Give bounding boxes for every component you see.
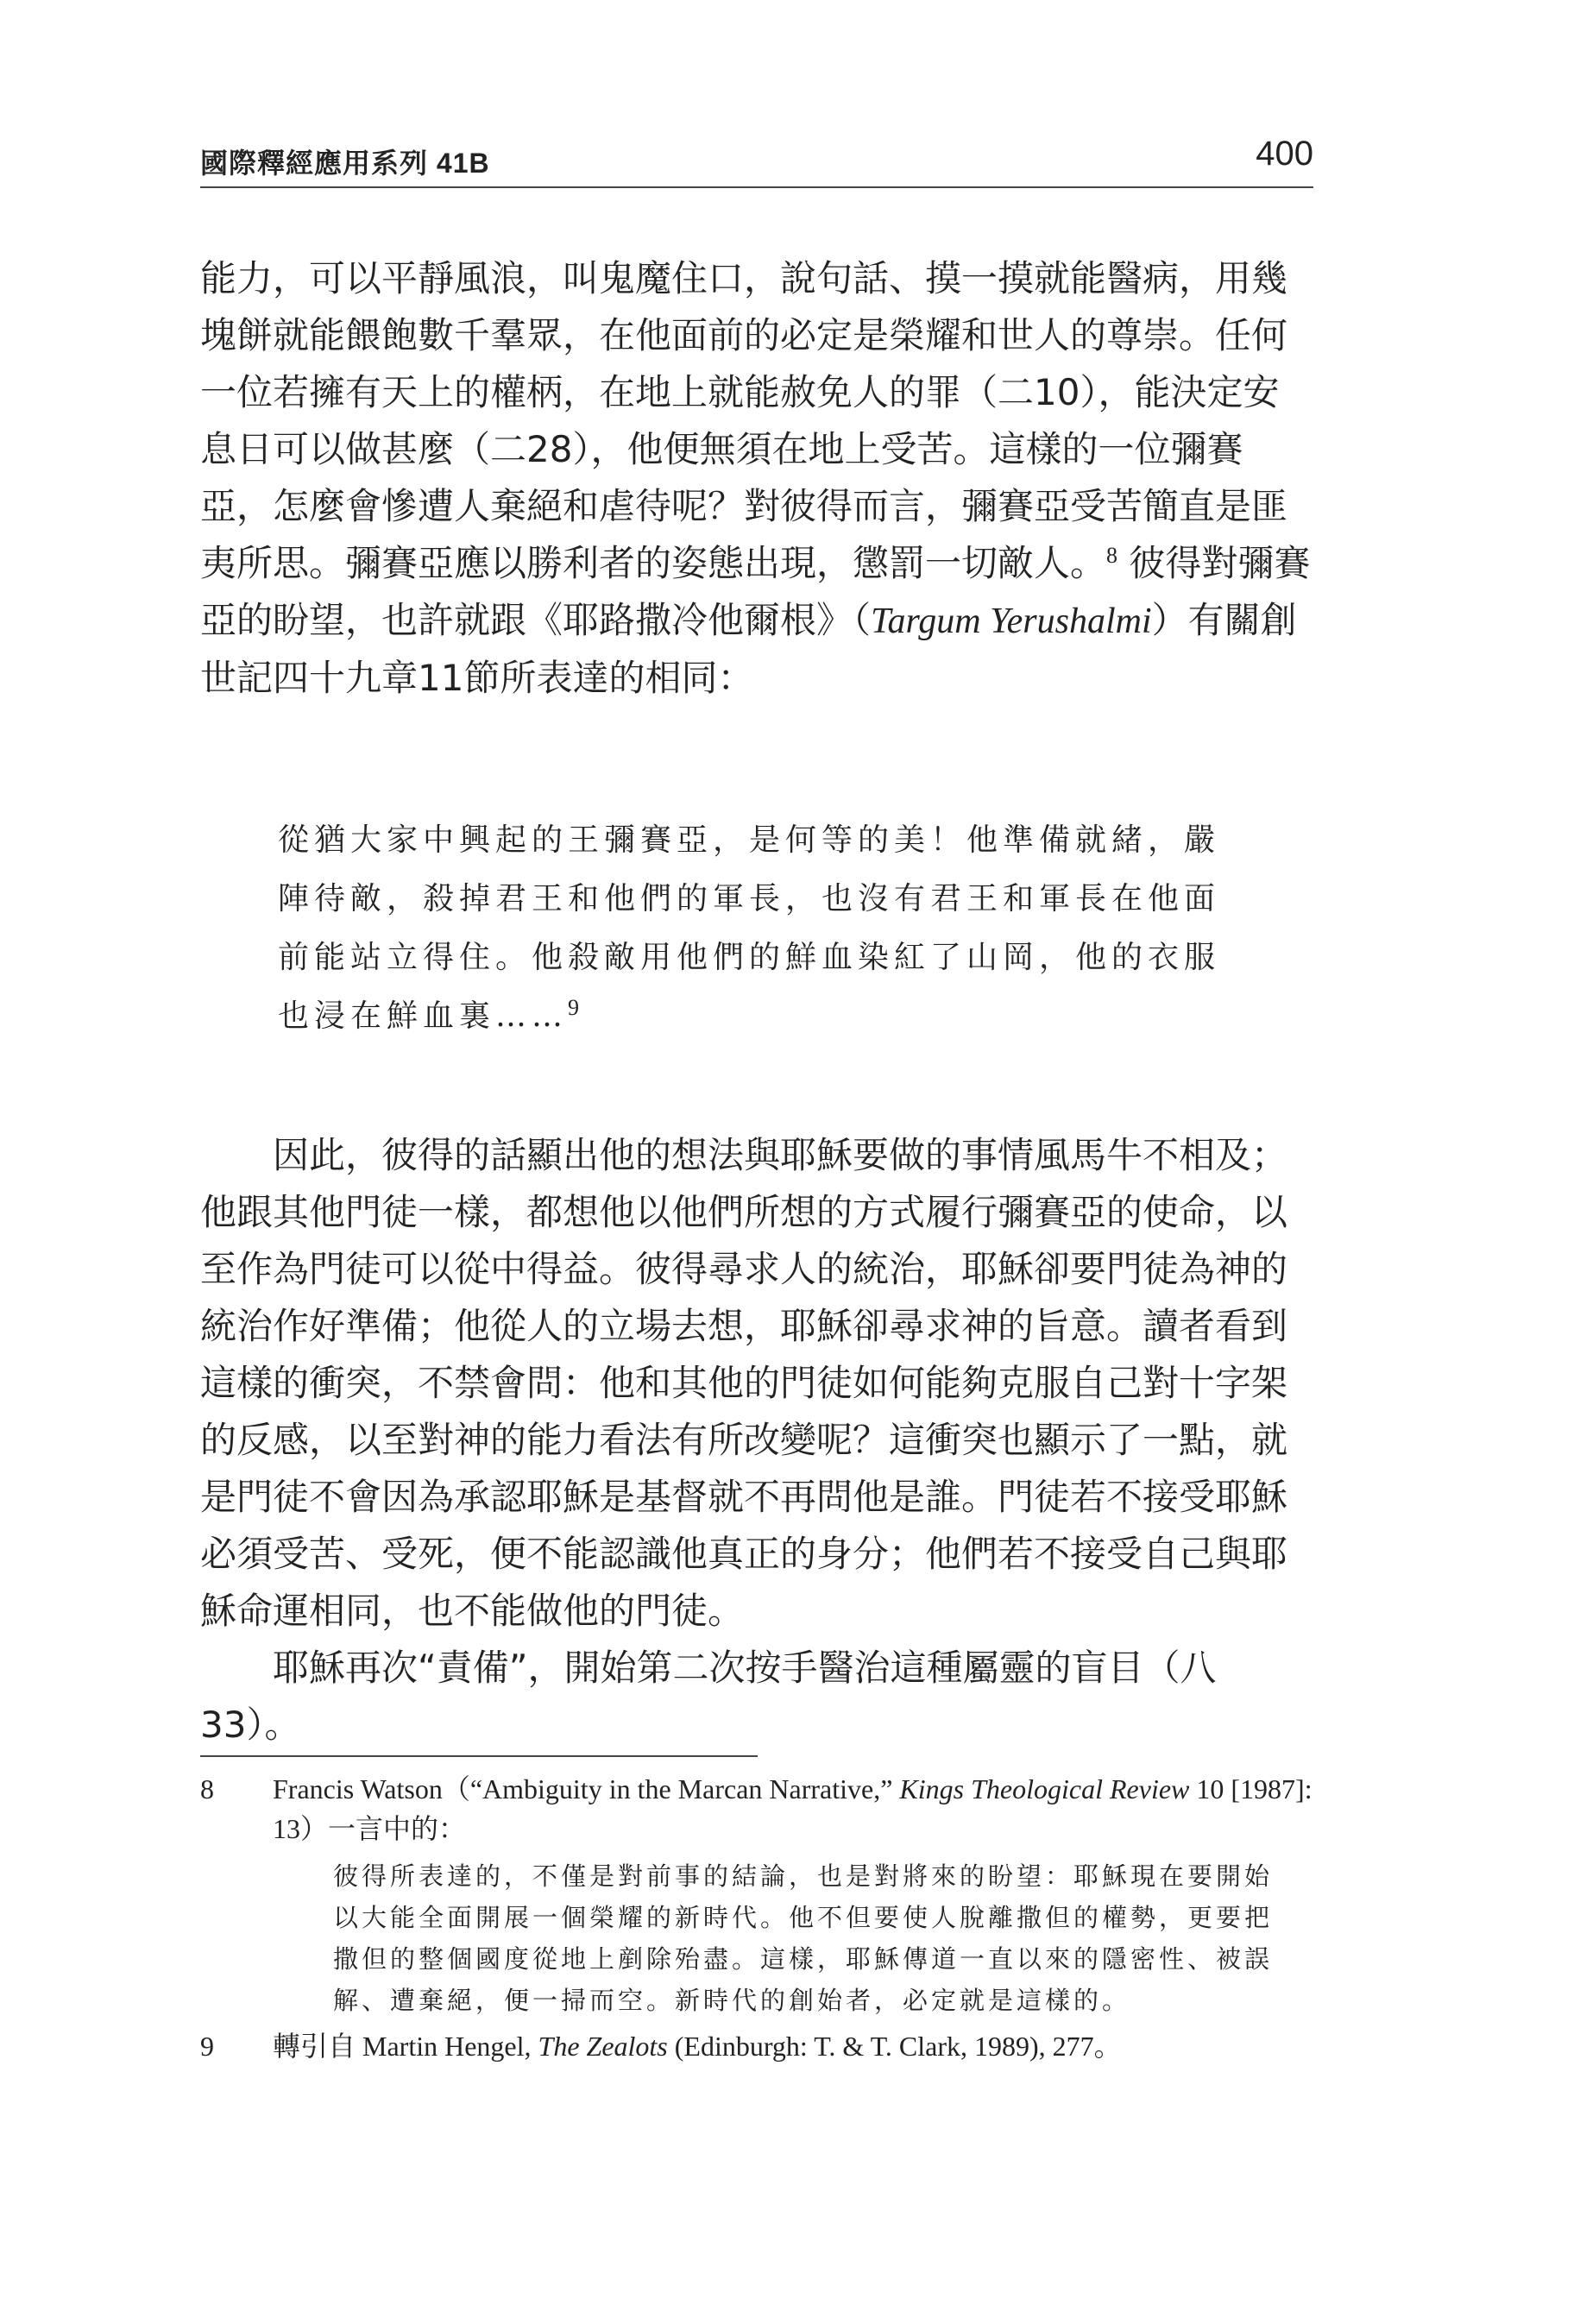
footnote-text: 轉引自 Martin Hengel, <box>273 2031 538 2062</box>
targum-title: Targum Yerushalmi <box>871 601 1152 641</box>
footnote-text: (Edinburgh: T. & T. Clark, 1989), 277。 <box>667 2031 1122 2062</box>
journal-title: Kings Theological Review <box>899 1773 1190 1804</box>
footnotes <box>200 1769 1313 2071</box>
paragraph-text: 能力，可以平靜風浪，叫鬼魔住口，說句話、摸一摸就能醫病，用幾塊餅就能餵飽數千羣眾，在他面前的必定是榮耀和世人的尊崇。任何一位若擁有天上的權柄，在地上就能赦免人的罪（二10），能決定安息日可以做甚麼（二28），他便無須在地上受苦。這樣的一位彌賽亞，怎麼會慘遭人棄絕和虐待呢？對彼得而言，彌賽亞受苦簡直是匪夷所思。彌賽亞應以勝利者的姿態出現，懲罰一切敵人。 <box>200 257 1288 584</box>
body-paragraph-3: 耶穌再次“責備”，開始第二次按手醫治這種屬靈的盲目（八33）。 <box>200 1647 1217 1746</box>
footnote-ref-9[interactable]: 9 <box>568 995 585 1020</box>
footnote-quote: 彼得所表達的，不僅是對前事的結論，也是對將來的盼望：耶穌現在要開始以大能全面開展一個榮耀的新時代。他不但要使人脫離撒但的權勢，更要把撒但的整個國度從地上剷除殆盡。這樣，耶穌傳道一直以來的隱密性、被誤解、遭棄絕，便一掃而空。新時代的創始者，必定就是這樣的。 <box>333 1861 1274 2015</box>
footnote-rule <box>200 1755 758 1757</box>
block-quote <box>278 811 1249 1046</box>
header-rule <box>200 186 1313 188</box>
book-title: The Zealots <box>538 2031 668 2062</box>
footnote-number: 9 <box>200 2031 214 2062</box>
series-title: 國際釋經應用系列 41B <box>200 148 490 179</box>
body-paragraph-2: 因此，彼得的話顯出他的想法與耶穌要做的事情風馬牛不相及；他跟其他門徒一樣，都想他以他們所想的方式履行彌賽亞的使命，以至作為門徒可以從中得益。彼得尋求人的統治，耶穌卻要門徒為神的統治作好準備；他從人的立場去想，耶穌卻尋求神的旨意。讀者看到這樣的衝突，不禁會問：他和其他的門徒如何能夠克服自己對十字架的反感，以至對神的能力看法有所改變呢？這衝突也顯示了一點，就是門徒不會因為承認耶穌是基督就不再問他是誰。門徒若不接受耶穌必須受苦、受死，便不能認識他真正的身分；他們若不接受自己與耶穌命運相同，也不能做他的門徒。 <box>200 1134 1288 1632</box>
body-section-2 <box>200 1127 1313 1754</box>
body-paragraph-1 <box>200 250 1313 707</box>
footnote-8 <box>200 1769 1313 2021</box>
footnote-number: 8 <box>200 1773 214 1804</box>
quote-text: 從猶大家中興起的王彌賽亞，是何等的美！他準備就緒，嚴陣待敵，殺掉君王和他們的軍長，也沒有君王和軍長在他面前能站立得住。他殺敵用他們的鮮血染紅了山岡，他的衣服也浸在鮮血裏…… <box>278 822 1221 1034</box>
footnote-ref-8[interactable]: 8 <box>1106 543 1118 568</box>
paragraph-text: 彼得對彌賽亞的盼望，也許就跟《耶路撒冷他爾根》（ <box>200 542 1311 641</box>
running-header <box>200 131 1313 188</box>
footnote-text: Francis Watson（“Ambiguity in the Marcan Narrative,” <box>273 1773 900 1804</box>
footnote-text: 10 [1987]: 13）一言中的： <box>273 1773 1312 1844</box>
paragraph-text: ）有關創世記四十九章11節所表達的相同： <box>200 599 1297 699</box>
page-number: 400 <box>1256 135 1313 173</box>
footnote-9 <box>200 2026 1313 2066</box>
